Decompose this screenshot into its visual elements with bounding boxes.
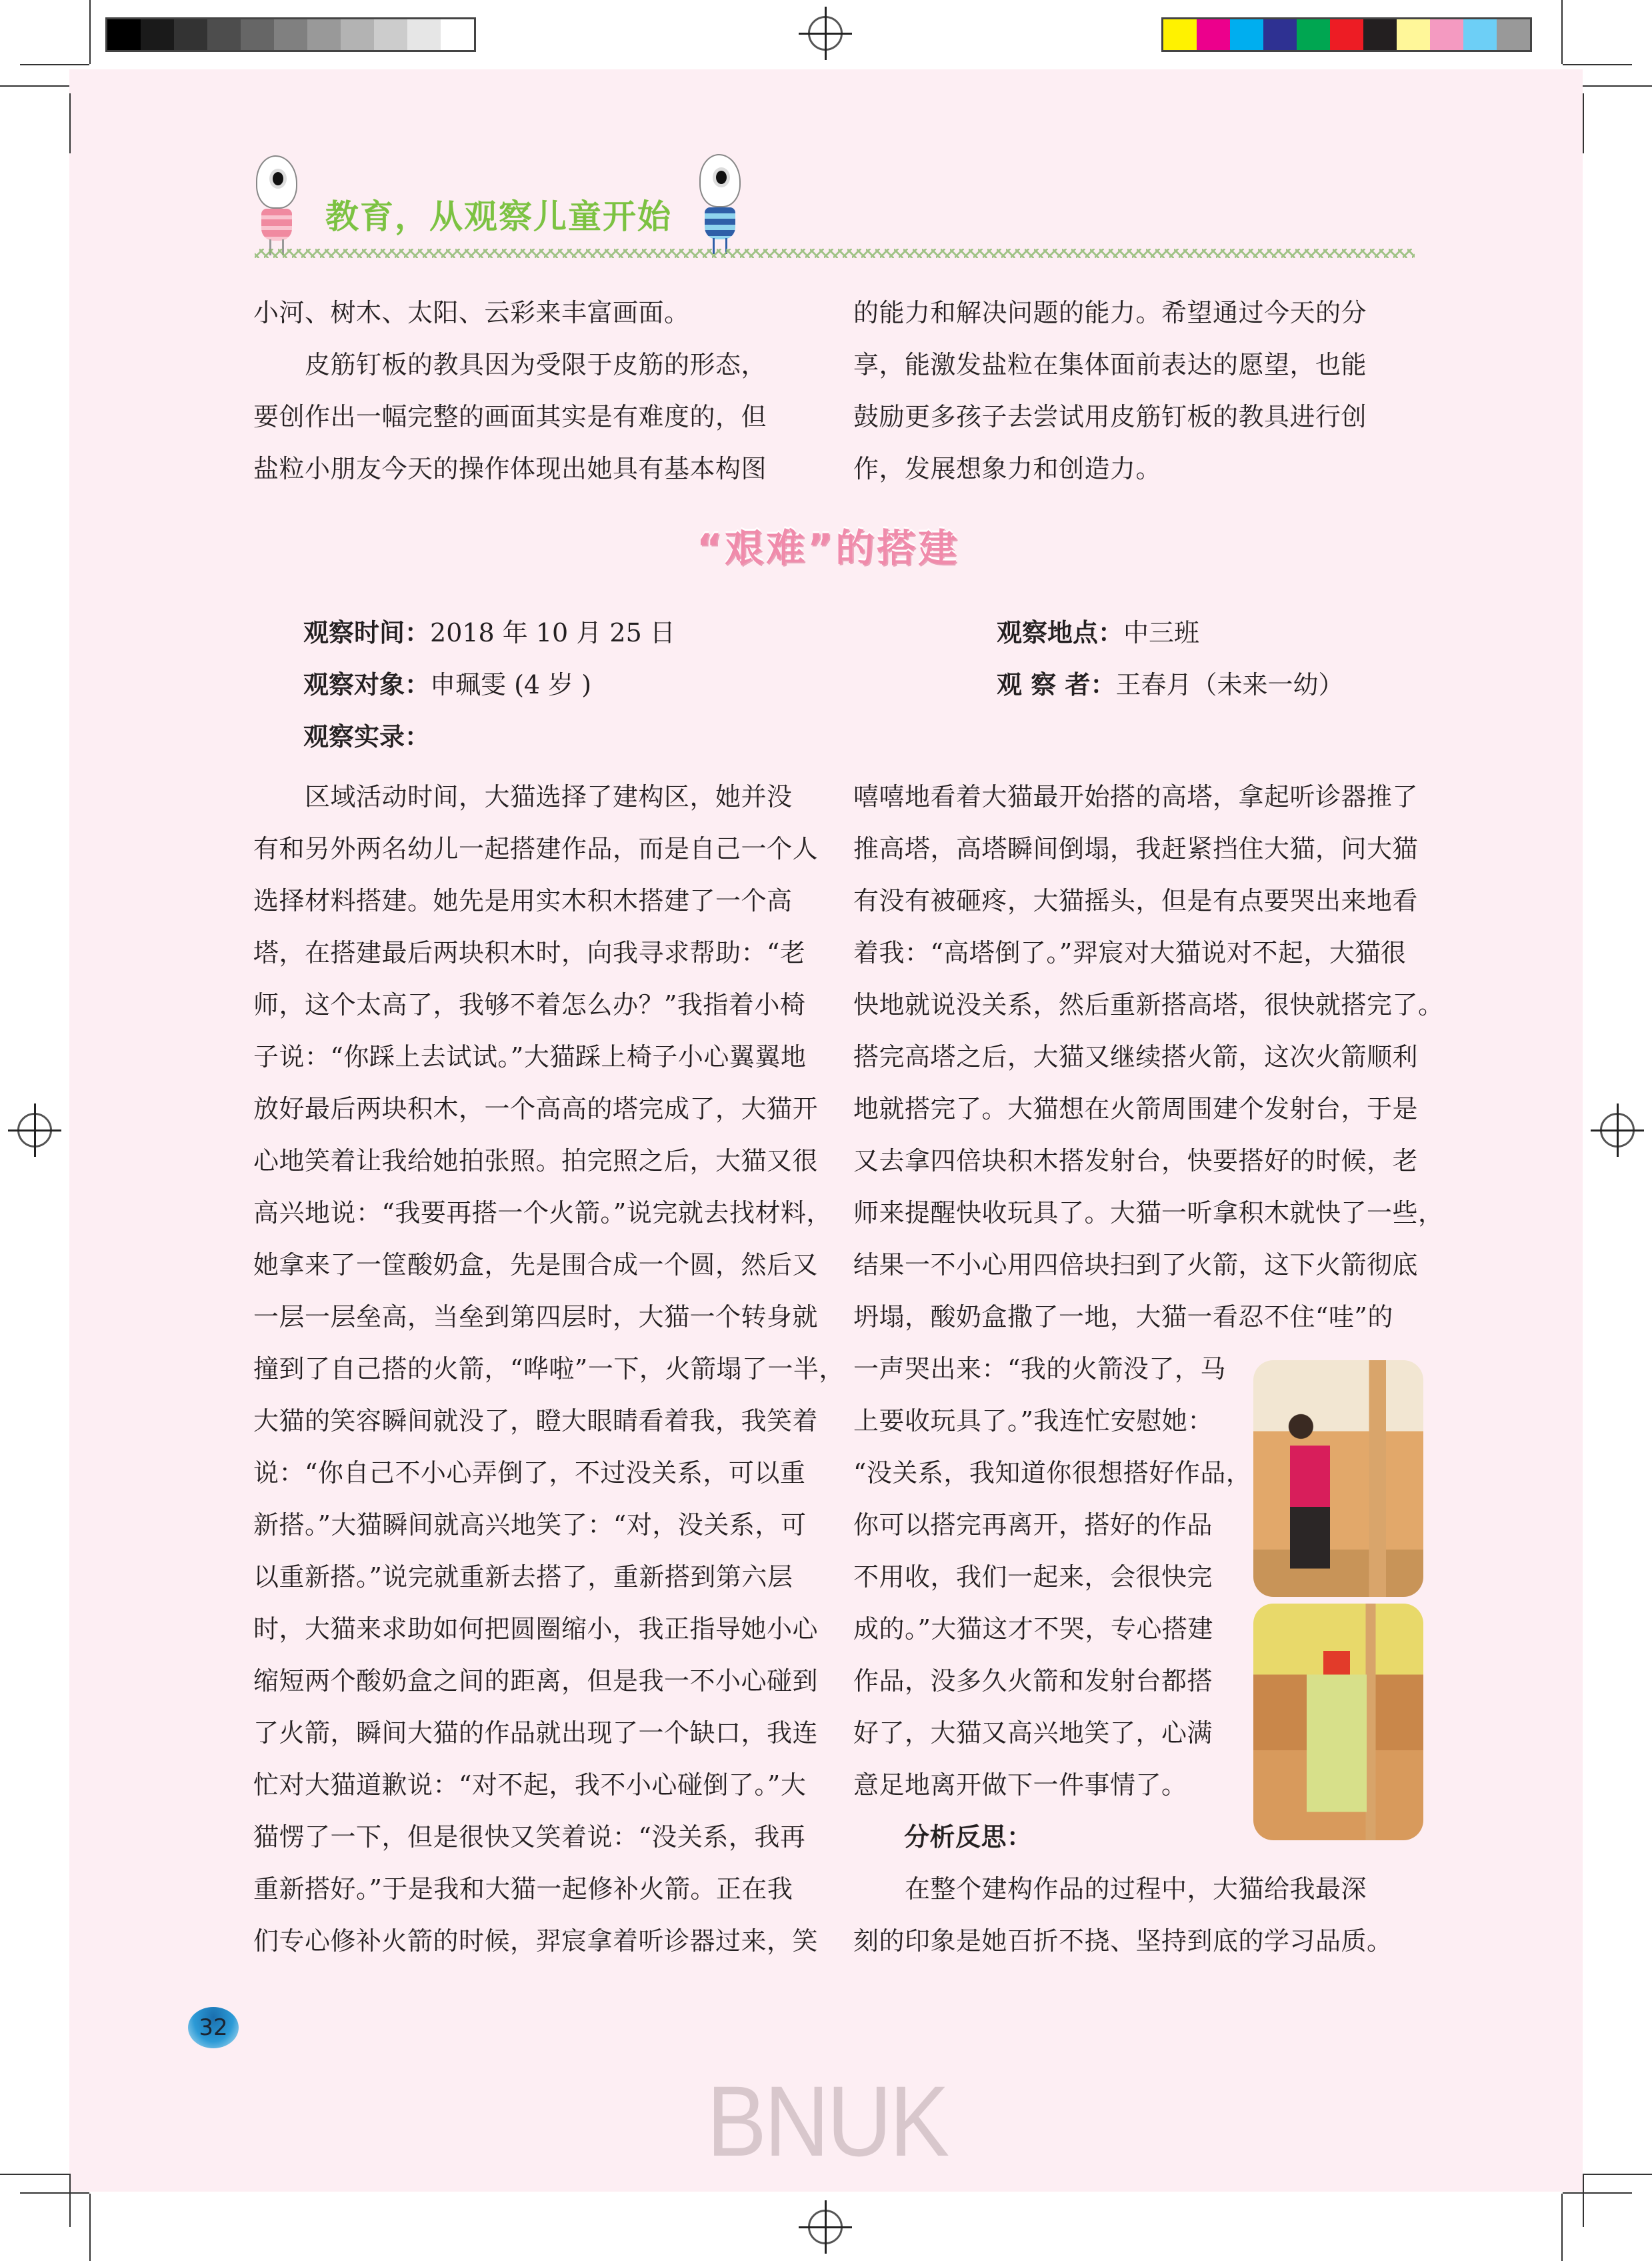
text-line: 心地笑着让我给她拍张照。拍完照之后，大猫又很: [253, 1146, 819, 1176]
watermark: BNUK: [707, 2065, 947, 2177]
text-line: 地就搭完了。大猫想在火箭周围建个发射台，于是: [853, 1094, 1419, 1123]
text-line: 选择材料搭建。她先是用实木积木搭建了一个高: [253, 886, 793, 915]
text-line: 作品，没多久火箭和发射台都搭: [853, 1666, 1213, 1696]
text-line: 塔，在搭建最后两块积木时，向我寻求帮助：“老: [253, 938, 806, 967]
text-line: 以重新搭。”说完就重新去搭了，重新搭到第六层: [253, 1562, 793, 1592]
article-title: “艰难”的搭建: [697, 525, 960, 571]
observation-record-label: 观察实录：: [303, 721, 431, 751]
page-header: [247, 150, 1420, 263]
color-swatch: [1330, 19, 1363, 50]
intro-right-column: [853, 287, 1420, 495]
text-line: 要创作出一幅完整的画面其实是有难度的，但: [253, 402, 767, 431]
color-swatch: [1263, 19, 1297, 50]
photo-rocket-build: [1253, 1604, 1423, 1840]
crop-mark: [1563, 64, 1632, 65]
color-swatch: [241, 19, 274, 50]
text-line: 说：“你自己不小心弄倒了，不过没关系，可以重: [253, 1458, 806, 1488]
registration-mark-right: [1591, 1103, 1644, 1157]
crop-mark: [20, 64, 89, 65]
text-line: 好了，大猫又高兴地笑了，心满: [853, 1718, 1213, 1748]
text-line: 大猫的笑容瞬间就没了，瞪大眼睛看着我，我笑着: [253, 1406, 819, 1436]
grayscale-color-bar: [105, 17, 476, 52]
color-swatch: [1230, 19, 1263, 50]
text-line: 刻的印象是她百折不挠、坚持到底的学习品质。: [853, 1926, 1393, 1956]
text-line: 猫愣了一下，但是很快又笑着说：“没关系，我再: [253, 1822, 806, 1852]
color-swatch: [174, 19, 207, 50]
text-line: 意足地离开做下一件事情了。: [853, 1770, 1187, 1800]
color-swatch: [374, 19, 407, 50]
crop-mark: [0, 2174, 69, 2175]
photo-girl-with-tower: [1253, 1360, 1423, 1597]
intro-left-column: [253, 287, 820, 495]
observer: 观 察 者：王春月（未来一幼）: [997, 669, 1344, 699]
crop-mark: [1583, 2174, 1652, 2175]
color-swatch: [1297, 19, 1330, 50]
text-line: 鼓励更多孩子去尝试用皮筋钉板的教具进行创: [853, 402, 1367, 431]
text-line: 重新搭好。”于是我和大猫一起修补火箭。正在我: [253, 1874, 793, 1904]
text-line: 又去拿四倍块积木搭发射台，快要搭好的时候，老: [853, 1146, 1419, 1176]
color-swatch: [1430, 19, 1463, 50]
observation-time: 观察时间：2018 年 10 月 25 日: [303, 617, 675, 647]
color-swatch: [274, 19, 307, 50]
text-line: 了火箭，瞬间大猫的作品就出现了一个缺口，我连: [253, 1718, 819, 1748]
color-swatch: [1497, 19, 1530, 50]
crop-mark: [1583, 93, 1584, 153]
observation-location: 观察地点：中三班: [997, 617, 1200, 647]
text-line: 作，发展想象力和创造力。: [853, 454, 1162, 483]
text-line: 成的。”大猫这才不哭，专心搭建: [853, 1614, 1213, 1644]
text-line: 她拿来了一筐酸奶盒，先是围合成一个圆，然后又: [253, 1250, 819, 1280]
crop-mark: [20, 2192, 89, 2194]
text-line: 结果一不小心用四倍块扫到了火箭，这下火箭彻底: [853, 1250, 1419, 1280]
registration-mark-top: [799, 7, 852, 60]
observation-subject: 观察对象：申珮雯 (4 岁 ): [303, 669, 592, 699]
color-swatch: [407, 19, 441, 50]
text-line: 放好最后两块积木，一个高高的塔完成了，大猫开: [253, 1094, 819, 1123]
header-title: 教育，从观察儿童开始: [325, 197, 672, 236]
text-line: 快地就说没关系，然后重新搭高塔，很快就搭完了。: [853, 990, 1444, 1019]
text-line: 时，大猫来求助如何把圆圈缩小，我正指导她小心: [253, 1614, 819, 1644]
crop-mark: [69, 2174, 71, 2227]
mascot-girl-icon: [247, 155, 307, 255]
text-line: 推高塔，高塔瞬间倒塌，我赶紧挡住大猫，问大猫: [853, 834, 1419, 863]
text-line: 一声哭出来：“我的火箭没了，马: [853, 1354, 1226, 1384]
crop-mark: [0, 85, 69, 87]
text-line: 上要收玩具了。”我连忙安慰她：: [853, 1406, 1213, 1436]
crop-mark: [1583, 85, 1652, 87]
text-line: 搭完高塔之后，大猫又继续搭火箭，这次火箭顺利: [853, 1042, 1419, 1071]
text-line: 嘻嘻地看着大猫最开始搭的高塔，拿起听诊器推了: [853, 782, 1419, 811]
text-line: 有和另外两名幼儿一起搭建作品，而是自己一个人: [253, 834, 819, 863]
text-line: 子说：“你踩上去试试。”大猫踩上椅子小心翼翼地: [253, 1042, 807, 1071]
color-swatch: [207, 19, 241, 50]
text-line: 小河、树木、太阳、云彩来丰富画面。: [253, 298, 690, 327]
crop-mark: [1561, 0, 1563, 64]
crop-mark: [1563, 2192, 1632, 2194]
color-swatch: [141, 19, 174, 50]
color-swatch: [441, 19, 474, 50]
color-swatch: [1363, 19, 1397, 50]
text-line: 一层一层垒高，当垒到第四层时，大猫一个转身就: [253, 1302, 819, 1332]
text-line: 享，能激发盐粒在集体面前表达的愿望，也能: [853, 350, 1367, 379]
text-line: 的能力和解决问题的能力。希望通过今天的分: [853, 298, 1367, 327]
analysis-heading: 分析反思：: [904, 1822, 1033, 1852]
cmyk-color-bar: [1161, 17, 1532, 52]
registration-mark-left: [8, 1103, 61, 1157]
text-line: 新搭。”大猫瞬间就高兴地笑了：“对，没关系，可: [253, 1510, 807, 1540]
wavy-divider: [255, 249, 1415, 258]
crop-mark: [89, 2194, 91, 2261]
color-swatch: [1397, 19, 1430, 50]
registration-mark-bottom: [799, 2200, 852, 2254]
text-line: 有没有被砸疼，大猫摇头，但是有点要哭出来地看: [853, 886, 1419, 915]
text-line: 着我：“高塔倒了。”羿宸对大猫说对不起，大猫很: [853, 938, 1407, 967]
color-swatch: [107, 19, 141, 50]
text-line: 缩短两个酸奶盒之间的距离，但是我一不小心碰到: [253, 1666, 819, 1696]
text-line: 撞到了自己搭的火箭，“哗啦”一下，火箭塌了一半，: [253, 1354, 845, 1384]
body-left-column: [253, 771, 845, 1967]
color-swatch: [307, 19, 341, 50]
text-line: “没关系，我知道你很想搭好作品，: [853, 1458, 1252, 1488]
text-line: 盐粒小朋友今天的操作体现出她具有基本构图: [253, 454, 767, 483]
color-swatch: [1197, 19, 1230, 50]
crop-mark: [69, 93, 71, 153]
crop-mark: [1561, 2194, 1563, 2261]
text-line: 在整个建构作品的过程中，大猫给我最深: [853, 1874, 1367, 1904]
text-line: 皮筋钉板的教具因为受限于皮筋的形态，: [253, 350, 767, 379]
text-line: 师来提醒快收玩具了。大猫一听拿积木就快了一些，: [853, 1198, 1444, 1228]
text-line: 你可以搭完再离开，搭好的作品: [853, 1510, 1213, 1540]
text-line: 们专心修补火箭的时候，羿宸拿着听诊器过来，笑: [253, 1926, 819, 1956]
page-number-badge: 32: [188, 2007, 239, 2048]
crop-mark: [1583, 2174, 1584, 2227]
text-line: 师，这个太高了，我够不着怎么办？”我指着小椅: [253, 990, 806, 1019]
text-line: 不用收，我们一起来，会很快完: [853, 1562, 1213, 1592]
color-swatch: [341, 19, 374, 50]
text-line: 坍塌，酸奶盒撒了一地，大猫一看忍不住“哇”的: [853, 1302, 1393, 1332]
color-swatch: [1463, 19, 1497, 50]
mascot-boy-icon: [690, 154, 750, 254]
text-line: 忙对大猫道歉说：“对不起，我不小心碰倒了。”大: [253, 1770, 807, 1800]
color-swatch: [1163, 19, 1197, 50]
crop-mark: [89, 0, 91, 64]
text-line: 高兴地说：“我要再搭一个火箭。”说完就去找材料，: [253, 1198, 832, 1228]
text-line: 区域活动时间，大猫选择了建构区，她并没: [253, 782, 793, 811]
